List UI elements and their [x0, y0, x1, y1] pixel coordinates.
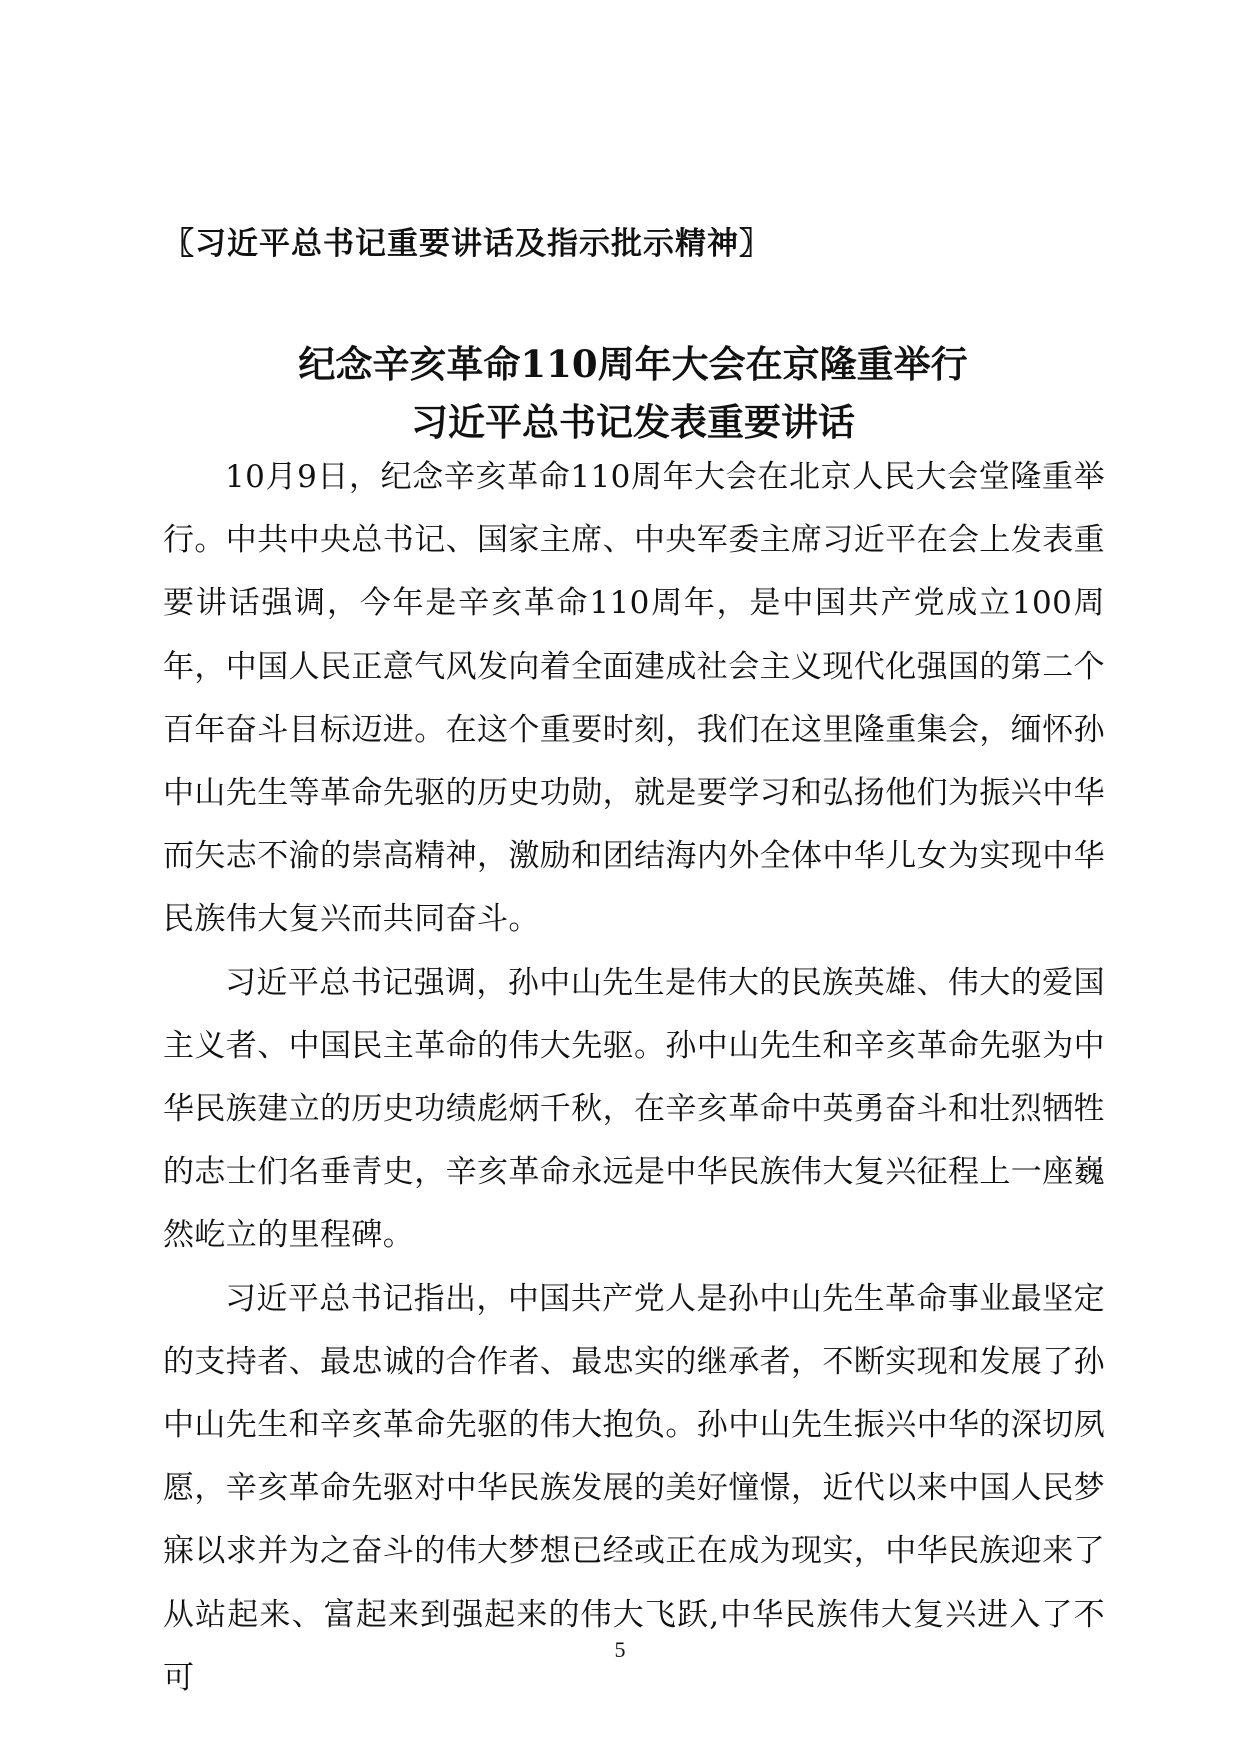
article-title	[163, 335, 1103, 451]
title-line-1: 纪念辛亥革命110周年大会在京隆重举行	[298, 342, 968, 386]
paragraph-3: 习近平总书记指出，中国共产党人是孙中山先生革命事业最坚定的支持者、最忠诚的合作者、最忠实的继承者，不断实现和发展了孙中山先生和辛亥革命先驱的伟大抱负。孙中山先生振兴中华的深切夙愿，辛亥革命先驱对中华民族发展的美好憧憬，近代以来中国人民梦寐以求并为之奋斗的伟大梦想已经或正在成为现实，中华民族迎来了从站起来、富起来到强起来的伟大飞跃,中华民族伟大复兴进入了不可	[163, 1280, 1105, 1696]
paragraph-2: 习近平总书记强调，孙中山先生是伟大的民族英雄、伟大的爱国主义者、中国民主革命的伟大先驱。孙中山先生和辛亥革命先驱为中华民族建立的历史功绩彪炳千秋，在辛亥革命中英勇奋斗和壮烈牺牲的志士们名垂青史，辛亥革命永远是中华民族伟大复兴征程上一座巍然屹立的里程碑。	[163, 964, 1105, 1254]
paragraph-1: 10月9日，纪念辛亥革命110周年大会在北京人民大会堂隆重举行。中共中央总书记、国家主席、中央军委主席习近平在会上发表重要讲话强调，今年是辛亥革命110周年，是中国共产党成立100周年，中国人民正意气风发向着全面建成社会主义现代化强国的第二个百年奋斗目标迈进。在这个重要时刻，我们在这里隆重集会，缅怀孙中山先生等革命先驱的历史功勋，就是要学习和弘扬他们为振兴中华而矢志不渝的崇高精神，激励和团结海内外全体中华儿女为实现中华民族伟大复兴而共同奋斗。	[163, 459, 1105, 938]
article-body	[163, 446, 1105, 1710]
title-line-2: 习近平总书记发表重要讲话	[411, 400, 855, 444]
page-number: 5	[614, 1637, 626, 1662]
section-label: 〖习近平总书记重要讲话及指示批示精神〗	[163, 226, 771, 262]
